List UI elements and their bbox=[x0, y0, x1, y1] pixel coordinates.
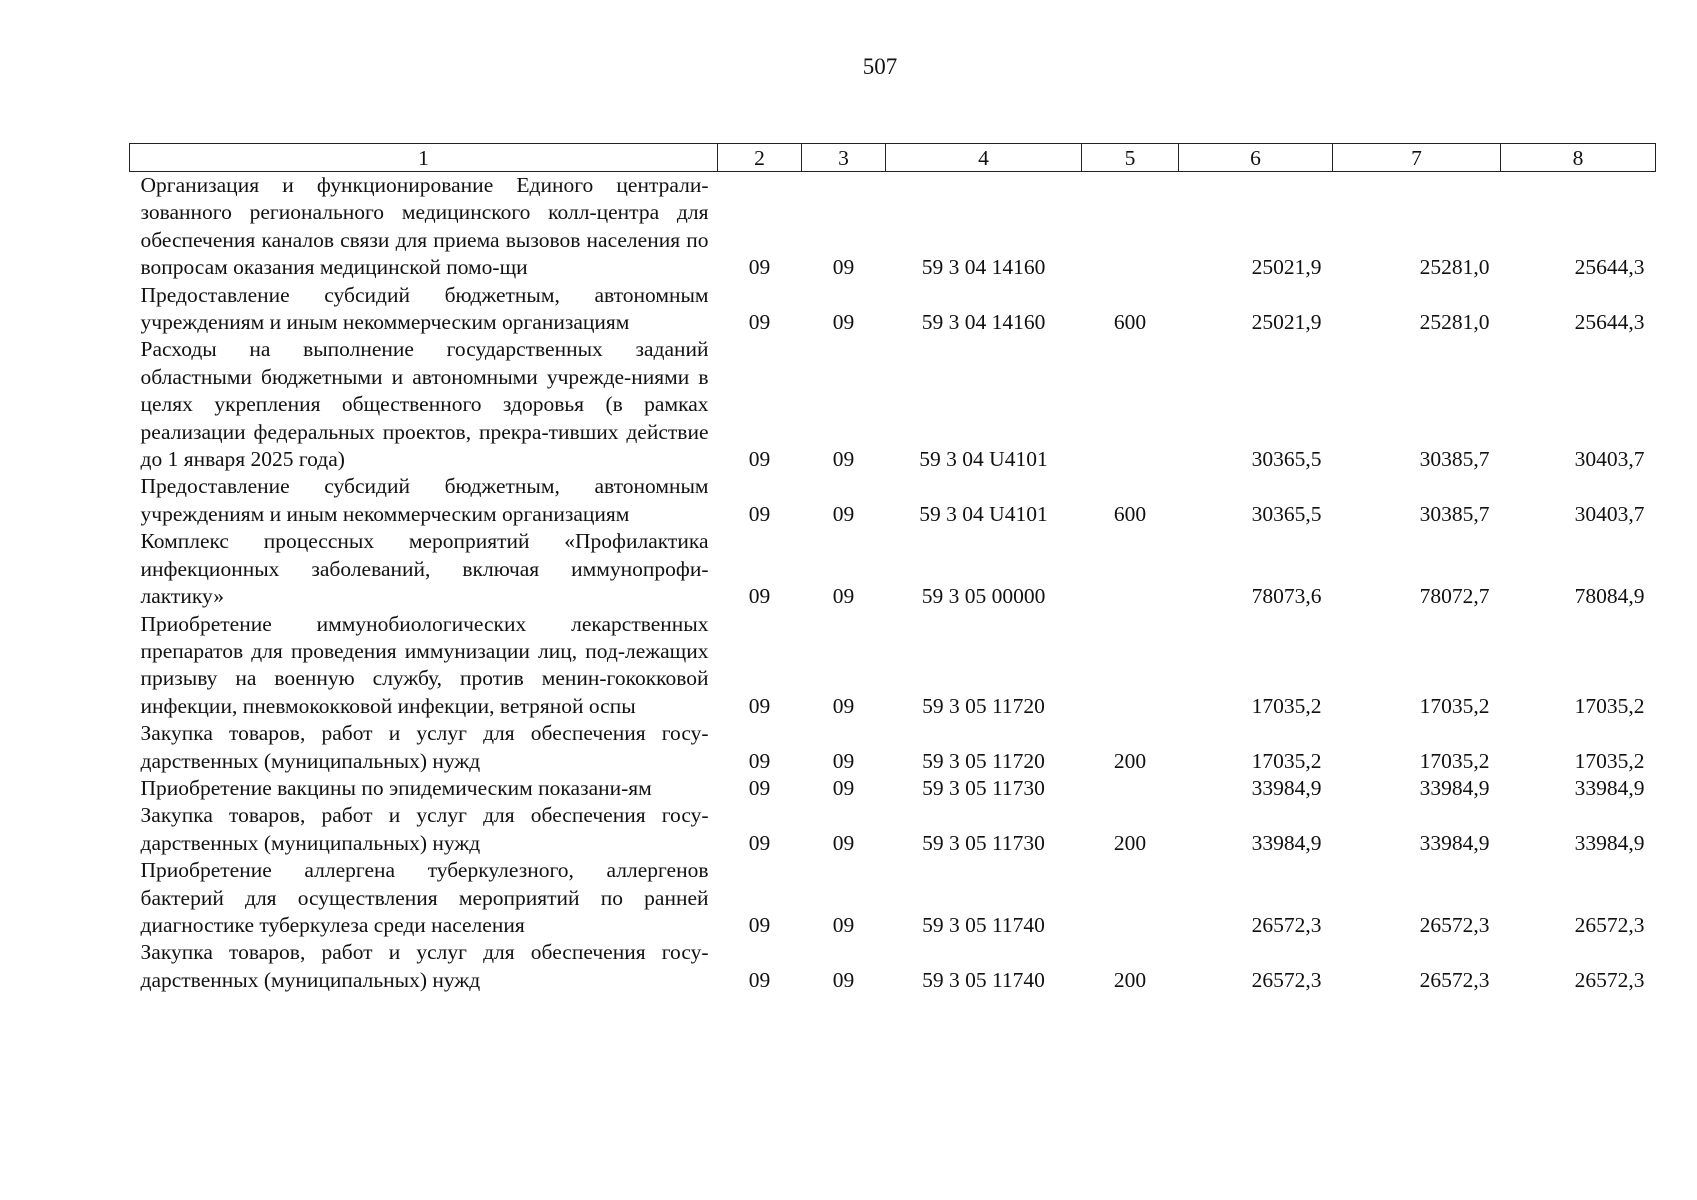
column-header: 6 bbox=[1179, 144, 1333, 172]
table-row bbox=[130, 720, 1656, 775]
expense-type-cell: 600 bbox=[1113, 501, 1147, 526]
subsection-code-cell: 09 bbox=[832, 584, 855, 609]
table-header-row bbox=[130, 144, 1656, 172]
page-number: 507 bbox=[862, 54, 898, 79]
amount-cell: 17035,2 bbox=[1419, 748, 1490, 773]
amount-cell: 26572,3 bbox=[1419, 912, 1490, 937]
amount-cell: 25021,9 bbox=[1251, 310, 1322, 335]
section-code-cell: 09 bbox=[748, 775, 771, 800]
subsection-code-cell: 09 bbox=[832, 912, 855, 937]
column-header: 7 bbox=[1333, 144, 1501, 172]
amount-cell: 26572,3 bbox=[1251, 912, 1322, 937]
column-header: 3 bbox=[802, 144, 886, 172]
expense-name-cell: Приобретение вакцины по эпидемическим показани-ям bbox=[140, 775, 652, 800]
expense-type-cell: 200 bbox=[1113, 967, 1147, 992]
table-row bbox=[130, 611, 1656, 721]
amount-cell: 78084,9 bbox=[1574, 584, 1645, 609]
amount-cell: 17035,2 bbox=[1574, 748, 1645, 773]
expense-type-cell bbox=[1082, 611, 1179, 721]
amount-cell: 33984,9 bbox=[1419, 830, 1490, 855]
subsection-code-cell: 09 bbox=[832, 967, 855, 992]
expense-type-cell bbox=[1082, 528, 1179, 610]
target-article-cell: 59 3 04 14160 bbox=[921, 310, 1046, 335]
amount-cell: 30403,7 bbox=[1574, 447, 1645, 472]
section-code-cell: 09 bbox=[748, 967, 771, 992]
subsection-code-cell: 09 bbox=[832, 255, 855, 280]
expense-name-cell: Закупка товаров, работ и услуг для обеспечения госу-дарственных (муниципальных) нужд bbox=[140, 803, 709, 855]
amount-cell: 26572,3 bbox=[1574, 912, 1645, 937]
section-code-cell: 09 bbox=[748, 830, 771, 855]
amount-cell: 33984,9 bbox=[1251, 830, 1322, 855]
expense-name-cell: Приобретение аллергена туберкулезного, аллергенов бактерий для осуществления мероприятий по ранней диагностике туберкулеза среди населения bbox=[140, 858, 709, 937]
subsection-code-cell: 09 bbox=[832, 830, 855, 855]
expense-type-cell: 200 bbox=[1113, 748, 1147, 773]
amount-cell: 26572,3 bbox=[1574, 967, 1645, 992]
table-row bbox=[130, 528, 1656, 610]
target-article-cell: 59 3 04 14160 bbox=[921, 255, 1046, 280]
amount-cell: 33984,9 bbox=[1251, 775, 1322, 800]
subsection-code-cell: 09 bbox=[832, 310, 855, 335]
table-row bbox=[130, 473, 1656, 528]
amount-cell: 30365,5 bbox=[1251, 501, 1322, 526]
expense-name-cell: Предоставление субсидий бюджетным, автономным учреждениям и иным некоммерческим организациям bbox=[140, 282, 709, 335]
amount-cell: 33984,9 bbox=[1419, 775, 1490, 800]
section-code-cell: 09 bbox=[748, 447, 771, 472]
amount-cell: 30403,7 bbox=[1574, 501, 1645, 526]
expense-name-cell: Организация и функционирование Единого централи-зованного регионального медицинского колл-центра для обеспечения каналов связи для приема вызовов населения по вопросам оказания медицинской помо-щи bbox=[140, 173, 709, 280]
amount-cell: 25281,0 bbox=[1419, 310, 1490, 335]
expense-type-cell: 200 bbox=[1113, 830, 1147, 855]
amount-cell: 25644,3 bbox=[1574, 310, 1645, 335]
amount-cell: 26572,3 bbox=[1419, 967, 1490, 992]
subsection-code-cell: 09 bbox=[832, 447, 855, 472]
table-row bbox=[130, 336, 1656, 473]
amount-cell: 17035,2 bbox=[1251, 693, 1322, 718]
amount-cell: 30385,7 bbox=[1419, 447, 1490, 472]
amount-cell: 17035,2 bbox=[1574, 693, 1645, 718]
target-article-cell: 59 3 05 11740 bbox=[922, 912, 1045, 937]
section-code-cell: 09 bbox=[748, 912, 771, 937]
expense-name-cell: Приобретение иммунобиологических лекарственных препаратов для проведения иммунизации лиц, под-лежащих призыву на военную службу, против менин-гококковой инфекции, пневмококковой инфекции, ветряной оспы bbox=[140, 611, 709, 718]
section-code-cell: 09 bbox=[748, 584, 771, 609]
table-row bbox=[130, 282, 1656, 337]
amount-cell: 30385,7 bbox=[1419, 501, 1490, 526]
target-article-cell: 59 3 05 11730 bbox=[922, 775, 1045, 800]
budget-table bbox=[129, 143, 1656, 994]
section-code-cell: 09 bbox=[748, 255, 771, 280]
amount-cell: 33984,9 bbox=[1574, 775, 1645, 800]
section-code-cell: 09 bbox=[748, 310, 771, 335]
expense-name-cell: Закупка товаров, работ и услуг для обеспечения госу-дарственных (муниципальных) нужд bbox=[140, 721, 709, 773]
section-code-cell: 09 bbox=[748, 748, 771, 773]
amount-cell: 17035,2 bbox=[1419, 693, 1490, 718]
section-code-cell: 09 bbox=[748, 501, 771, 526]
expense-name-cell: Закупка товаров, работ и услуг для обеспечения госу-дарственных (муниципальных) нужд bbox=[140, 940, 709, 992]
section-code-cell: 09 bbox=[748, 693, 771, 718]
column-header: 2 bbox=[718, 144, 802, 172]
subsection-code-cell: 09 bbox=[832, 501, 855, 526]
expense-type-cell bbox=[1082, 336, 1179, 473]
target-article-cell: 59 3 04 U4101 bbox=[919, 501, 1048, 526]
target-article-cell: 59 3 05 11740 bbox=[922, 967, 1045, 992]
column-header: 8 bbox=[1501, 144, 1656, 172]
column-header: 5 bbox=[1082, 144, 1179, 172]
table-row bbox=[130, 939, 1656, 994]
column-header: 1 bbox=[130, 144, 718, 172]
amount-cell: 25644,3 bbox=[1574, 255, 1645, 280]
table-row bbox=[130, 802, 1656, 857]
amount-cell: 26572,3 bbox=[1251, 967, 1322, 992]
amount-cell: 33984,9 bbox=[1574, 830, 1645, 855]
target-article-cell: 59 3 04 U4101 bbox=[919, 447, 1048, 472]
column-header: 4 bbox=[886, 144, 1082, 172]
expense-name-cell: Комплекс процессных мероприятий «Профилактика инфекционных заболеваний, включая иммунопрофи-лактику» bbox=[140, 529, 709, 609]
expense-type-cell bbox=[1082, 172, 1179, 282]
target-article-cell: 59 3 05 11720 bbox=[922, 748, 1045, 773]
subsection-code-cell: 09 bbox=[832, 775, 855, 800]
table-row bbox=[130, 857, 1656, 939]
expense-name-cell: Расходы на выполнение государственных заданий областными бюджетными и автономными учрежде-ниями в целях укрепления общественного здоровья (в рамках реализации федеральных проектов, прекра-тивших действие до 1 января 2025 года) bbox=[140, 337, 709, 472]
expense-name-cell: Предоставление субсидий бюджетным, автономным учреждениям и иным некоммерческим организациям bbox=[140, 474, 709, 526]
subsection-code-cell: 09 bbox=[832, 693, 855, 718]
amount-cell: 78073,6 bbox=[1251, 584, 1322, 609]
amount-cell: 78072,7 bbox=[1419, 584, 1490, 609]
table-row bbox=[130, 172, 1656, 282]
target-article-cell: 59 3 05 11730 bbox=[922, 830, 1045, 855]
expense-type-cell bbox=[1082, 775, 1179, 802]
target-article-cell: 59 3 05 00000 bbox=[921, 584, 1046, 609]
expense-type-cell: 600 bbox=[1113, 310, 1147, 335]
expense-type-cell bbox=[1082, 857, 1179, 939]
amount-cell: 30365,5 bbox=[1251, 447, 1322, 472]
amount-cell: 25021,9 bbox=[1251, 255, 1322, 280]
amount-cell: 17035,2 bbox=[1251, 748, 1322, 773]
amount-cell: 25281,0 bbox=[1419, 255, 1490, 280]
subsection-code-cell: 09 bbox=[832, 748, 855, 773]
table-row bbox=[130, 775, 1656, 802]
target-article-cell: 59 3 05 11720 bbox=[922, 693, 1045, 718]
